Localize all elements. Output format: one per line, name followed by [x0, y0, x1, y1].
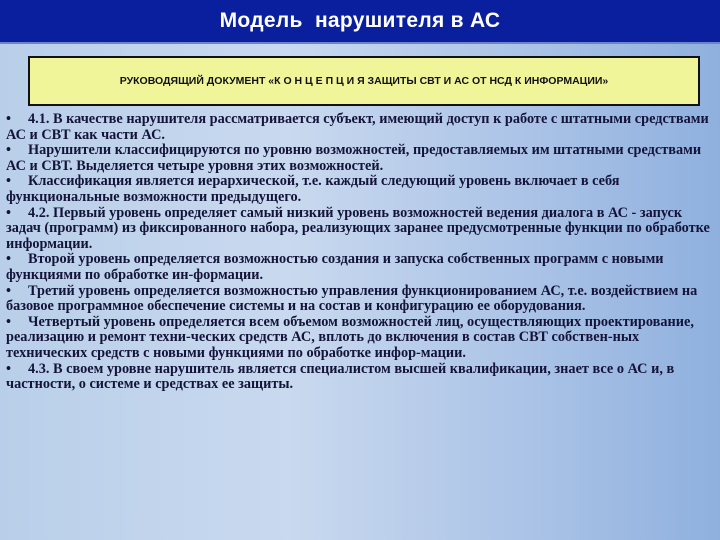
bullet-text: 4.2. Первый уровень определяет самый низкий уровень возможностей ведения диалога в АС - запуск задач (программ) из фиксированного набора, реализующих заранее предусмотренные функции по обработке информации.: [6, 204, 710, 252]
bullet-marker: •: [6, 111, 12, 127]
bullet-marker: •: [6, 282, 12, 299]
bullet-marker: •: [6, 142, 12, 159]
bullet-item: [6, 362, 712, 393]
bullet-text: Классификация является иерархической, т.е. каждый следующий уровень включает в себя функциональные возможности предыдущего.: [6, 173, 620, 205]
bullet-list: [6, 112, 712, 393]
document-reference-text: РУКОВОДЯЩИЙ ДОКУМЕНТ «К О Н Ц Е П Ц И Я ЗАЩИТЫ СВТ И АС ОТ НСД К ИНФОРМАЦИИ»: [119, 75, 609, 87]
bullet-marker: •: [6, 313, 12, 330]
bullet-item: [6, 252, 712, 283]
bullet-item: [6, 206, 712, 253]
bullet-marker: •: [6, 204, 12, 221]
bullet-marker: •: [6, 360, 12, 377]
bullet-item: [6, 315, 712, 362]
bullet-item: [6, 143, 712, 174]
bullet-text: Нарушители классифицируются по уровню возможностей, предоставляемых им штатными средствами АС и СВТ. Выделяется четыре уровня этих возможностей.: [6, 142, 702, 174]
document-reference-box: [28, 56, 700, 106]
bullet-marker: •: [6, 173, 12, 190]
bullet-text: 4.1. В качестве нарушителя рассматривается субъект, имеющий доступ к работе с штатными средствами АС и СВТ как части АС.: [6, 111, 709, 143]
slide-title: Модель нарушителя в АС: [219, 9, 501, 32]
bullet-marker: •: [6, 251, 12, 268]
bullet-item: [6, 284, 712, 315]
bullet-text: Второй уровень определяется возможностью создания и запуска собственных программ с новыми функциями по обработке ин-формации.: [6, 251, 664, 283]
bullet-text: Третий уровень определяется возможностью управления функционированием АС, т.е. воздействием на базовое программное обеспечение системы и на состав и конфигурацию ее оборудования.: [6, 282, 698, 315]
slide-title-bar: [0, 0, 720, 44]
bullet-item: [6, 174, 712, 205]
bullet-text: Четвертый уровень определяется всем объемом возможностей лиц, осуществляющих проектирование, реализацию и ремонт техни-ческих средств АС, вплоть до включения в состав СВТ собствен-ных технических средств с новыми функциями по обработке инфор-мации.: [6, 313, 694, 361]
bullet-item: [6, 112, 712, 143]
bullet-text: 4.3. В своем уровне нарушитель является специалистом высшей квалификации, знает все о АС и, в частности, о системе и средствах ее защиты.: [6, 360, 675, 393]
